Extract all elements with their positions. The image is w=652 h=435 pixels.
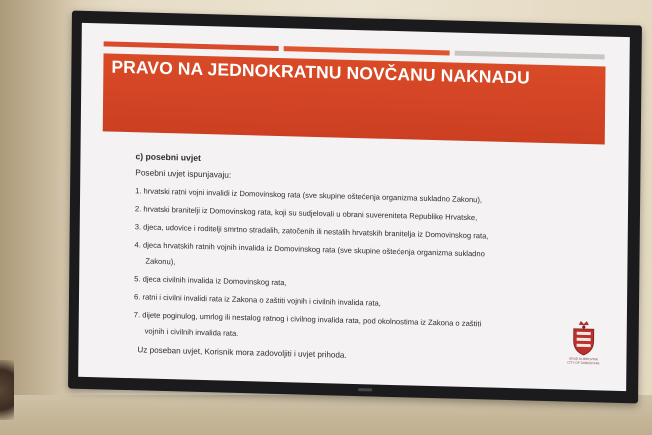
list-item-continuation: Zakonu), bbox=[145, 256, 176, 267]
conditions-list bbox=[134, 185, 556, 347]
list-item-text: 7. dijete poginulog, umrlog ili nestalog ratnog i civilnog invalida rata, pod okolnostima iz Zakona o zaštiti bbox=[133, 310, 482, 329]
tv-indicator bbox=[358, 388, 372, 391]
logo-caption-line: GRAD DUBROVNIK bbox=[568, 356, 598, 362]
top-stripe-red bbox=[104, 41, 279, 51]
intro-text: Posebni uvjet ispunjavaju: bbox=[135, 167, 232, 180]
top-stripe-orange bbox=[284, 46, 450, 55]
list-item-continuation: vojnih i civilnih invalida rata. bbox=[144, 326, 239, 338]
list-item bbox=[134, 239, 554, 277]
list-item-text: 6. ratni i civilni invalidi rata iz Zakona o zaštiti vojnih i civilnih invalida rata, bbox=[133, 292, 381, 308]
list-item-text: 1. hrvatski ratni vojni invalidi iz Domovinskog rata (sve skupine oštećenja organizma sukladno Zakonu), bbox=[135, 186, 483, 205]
list-item bbox=[134, 309, 554, 347]
list-item-text: 3. djeca, udovice i roditelji smrtno stradalih, zatočenih ili nestalih hrvatskih branitelja iz Domovinskog rata, bbox=[134, 222, 489, 241]
city-coat-of-arms-icon bbox=[565, 319, 601, 358]
city-logo bbox=[565, 319, 602, 370]
list-item-text: 2. hrvatski branitelji iz Domovinskog rata, koji su sudjelovali u obrani suvereniteta Republike Hrvatske, bbox=[134, 204, 478, 223]
section-heading: c) posebni uvjet bbox=[135, 151, 201, 163]
list-item-text: 4. djeca hrvatskih ratnih vojnih invalida iz Domovinskog rata (sve skupine oštećenja organizma sukladno bbox=[134, 240, 485, 259]
person-partial bbox=[0, 360, 14, 420]
logo-caption-line: CITY OF DUBROVNIK bbox=[567, 360, 600, 366]
list-item-text: 5. djeca civilnih invalida iz Domovinskog rata, bbox=[134, 274, 287, 288]
slide-title: PRAVO NA JEDNOKRATNU NOVČANU NAKNADU bbox=[111, 56, 530, 88]
top-stripe-gray bbox=[455, 51, 605, 60]
outro-text: Uz poseban uvjet, Korisnik mora zadovoljiti i uvjet prihoda. bbox=[137, 345, 347, 360]
slide-body bbox=[133, 151, 555, 365]
presentation-slide bbox=[78, 23, 630, 391]
logo-caption bbox=[561, 356, 605, 365]
tv-monitor bbox=[68, 11, 642, 404]
